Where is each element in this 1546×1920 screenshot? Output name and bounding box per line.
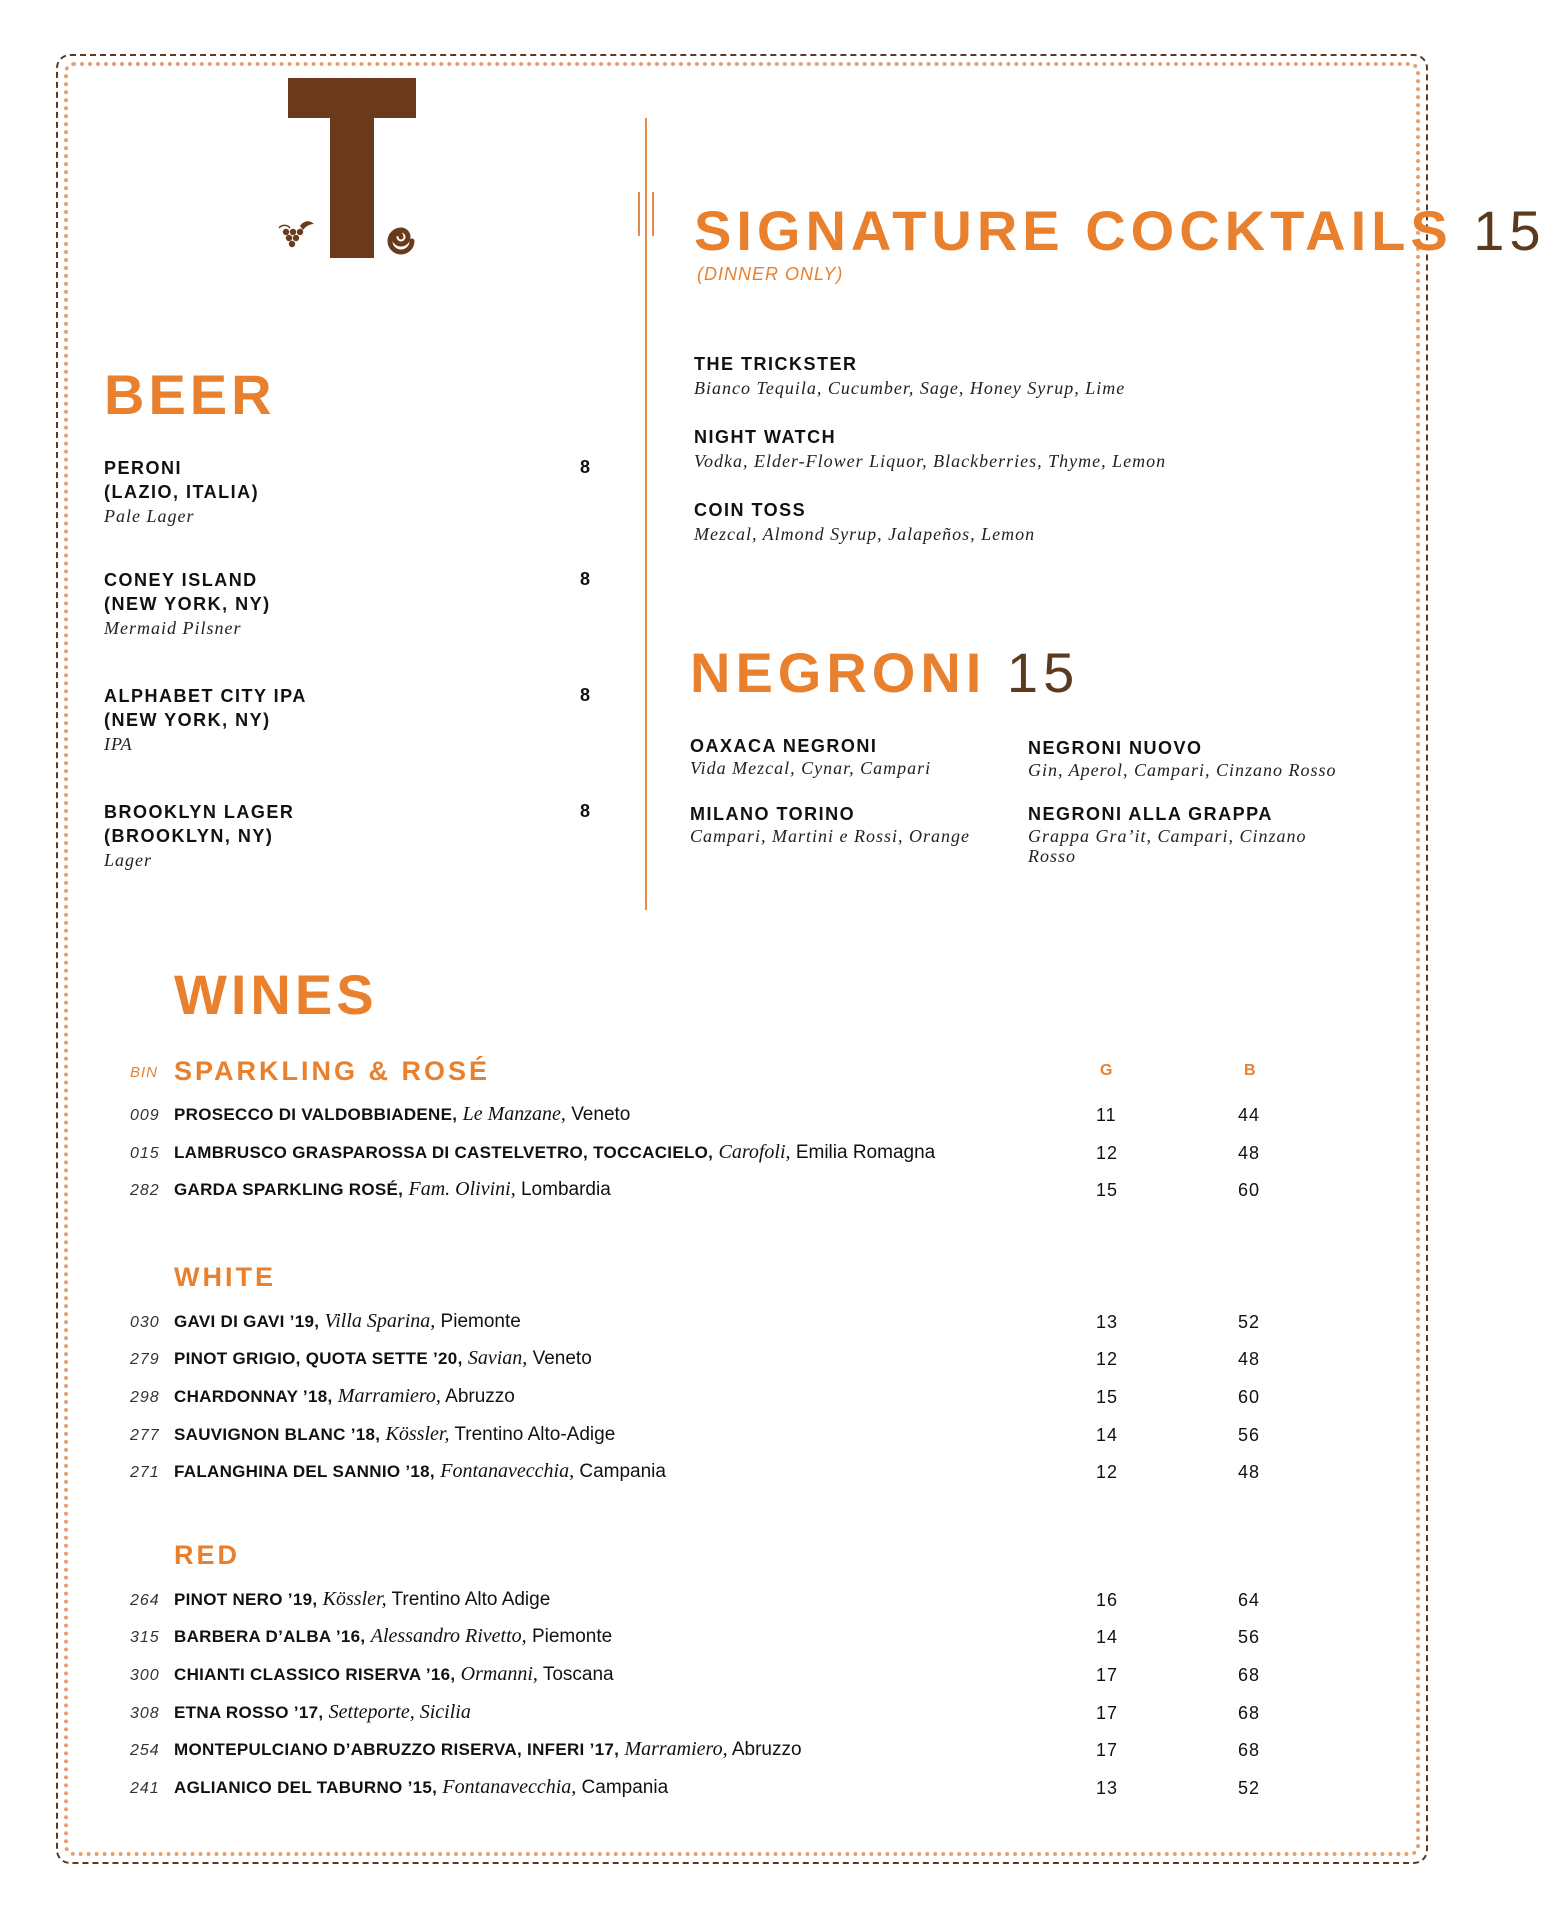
- wine-region: Trentino Alto-Adige: [454, 1424, 616, 1445]
- wine-bin: 279: [130, 1351, 160, 1368]
- wine-producer: Villa Sparina,: [324, 1310, 436, 1332]
- wine-region: Piemonte: [531, 1626, 613, 1647]
- wine-glass-price: 14: [1096, 1425, 1119, 1445]
- wine-producer: Kössler,: [385, 1423, 450, 1445]
- wine-producer: Savian,: [467, 1347, 528, 1369]
- bin-column-header: BIN: [130, 1064, 159, 1081]
- sparkling-title: SPARKLING & ROSÉ: [174, 1056, 491, 1086]
- wine-name: FALANGHINA DEL SANNIO ’18,: [174, 1462, 435, 1481]
- wine-glass-price: 12: [1096, 1143, 1119, 1163]
- wine-region: Campania: [579, 1461, 666, 1482]
- wine-name: CHIANTI CLASSICO RISERVA ’16,: [174, 1665, 456, 1684]
- wine-producer: Setteporte, Sicilia: [328, 1701, 471, 1723]
- wine-bottle-price: 44: [1238, 1105, 1261, 1125]
- wine-glass-price: 17: [1096, 1665, 1119, 1685]
- beer-origin: (NEW YORK, NY): [104, 710, 271, 730]
- wine-producer: Marramiero,: [624, 1738, 728, 1760]
- cocktails-price: 15: [1473, 199, 1546, 262]
- wine-region: Abruzzo: [731, 1739, 802, 1760]
- negroni-title: [690, 640, 1079, 705]
- wine-producer: Alessandro Rivetto,: [370, 1625, 527, 1647]
- cocktail-desc: Vodka, Elder-Flower Liquor, Blackberries, Thyme, Lemon: [694, 451, 1167, 471]
- wine-row: [0, 1310, 1484, 1340]
- negroni-title-text: NEGRONI: [690, 641, 987, 704]
- white-title: WHITE: [174, 1262, 276, 1292]
- wine-name: BARBERA D’ALBA ’16,: [174, 1627, 366, 1646]
- beer-name: BROOKLYN LAGER: [104, 802, 295, 822]
- wine-bottle-price: 56: [1238, 1627, 1261, 1647]
- wine-bottle-price: 48: [1238, 1349, 1261, 1369]
- beer-item: [104, 684, 604, 756]
- wine-producer: Fontanavecchia,: [440, 1460, 575, 1482]
- wine-bin: 315: [130, 1629, 160, 1646]
- wine-bin: 300: [130, 1667, 160, 1684]
- wine-name: SAUVIGNON BLANC ’18,: [174, 1425, 381, 1444]
- wine-region: Abruzzo: [445, 1386, 515, 1407]
- bottle-column-header: B: [1244, 1062, 1256, 1079]
- wine-region: Lombardia: [520, 1179, 611, 1200]
- wine-glass-price: 12: [1096, 1462, 1119, 1482]
- wine-bottle-price: 68: [1238, 1703, 1261, 1723]
- swirl-icon: [384, 224, 418, 258]
- wine-glass-price: 15: [1096, 1180, 1119, 1200]
- cocktail-item: [694, 352, 1344, 400]
- beer-item: [104, 568, 604, 640]
- wine-bottle-price: 68: [1238, 1665, 1261, 1685]
- cocktail-desc: Bianco Tequila, Cucumber, Sage, Honey Syrup, Lime: [694, 378, 1126, 398]
- wine-region: Emilia Romagna: [795, 1142, 936, 1163]
- wine-bin: 015: [130, 1145, 160, 1162]
- negroni-desc: Vida Mezcal, Cynar, Campari: [690, 758, 932, 778]
- wine-row: [0, 1141, 1484, 1171]
- wine-glass-price: 17: [1096, 1740, 1119, 1760]
- beer-style: Lager: [104, 850, 153, 870]
- wine-row: [0, 1347, 1484, 1377]
- negroni-desc: Gin, Aperol, Campari, Cinzano Rosso: [1028, 760, 1337, 780]
- wine-name: PINOT GRIGIO, QUOTA SETTE ’20,: [174, 1349, 463, 1368]
- wine-row: [0, 1460, 1484, 1490]
- wines-title: WINES: [174, 963, 378, 1026]
- wine-name: GAVI DI GAVI ’19,: [174, 1312, 320, 1331]
- wine-producer: Le Manzane,: [462, 1103, 566, 1125]
- wine-bin: 282: [130, 1182, 160, 1199]
- negroni-name: OAXACA NEGRONI: [690, 736, 878, 756]
- wine-row: [0, 1588, 1484, 1618]
- wine-producer: Marramiero,: [337, 1385, 441, 1407]
- cocktail-name: COIN TOSS: [694, 500, 807, 520]
- wine-glass-price: 12: [1096, 1349, 1119, 1369]
- wine-producer: Fam. Olivini,: [408, 1178, 516, 1200]
- wine-bin: 030: [130, 1314, 160, 1331]
- beer-name: ALPHABET CITY IPA: [104, 686, 307, 706]
- wine-row: [0, 1738, 1484, 1768]
- cocktail-name: THE TRICKSTER: [694, 354, 858, 374]
- divider-tick-left: [638, 192, 640, 236]
- wine-region: Campania: [581, 1777, 669, 1798]
- beer-price: 8: [580, 801, 591, 821]
- wine-bottle-price: 68: [1238, 1740, 1261, 1760]
- wine-row: [0, 1776, 1484, 1806]
- wine-bin: 241: [130, 1780, 160, 1797]
- wine-bottle-price: 48: [1238, 1462, 1261, 1482]
- beer-origin: (NEW YORK, NY): [104, 594, 271, 614]
- wine-glass-price: 17: [1096, 1703, 1119, 1723]
- wine-bin: 264: [130, 1592, 160, 1609]
- glass-column-header: G: [1100, 1062, 1113, 1079]
- negroni-item: [690, 802, 1020, 846]
- beer-origin: (BROOKLYN, NY): [104, 826, 274, 846]
- beer-name: CONEY ISLAND: [104, 570, 258, 590]
- grape-vine-icon: [276, 218, 316, 262]
- wine-name: CHARDONNAY ’18,: [174, 1387, 333, 1406]
- wine-bin: 009: [130, 1107, 160, 1124]
- wine-bottle-price: 56: [1238, 1425, 1261, 1445]
- restaurant-logo: [278, 78, 418, 263]
- negroni-item: [690, 734, 1020, 778]
- wine-region: Toscana: [542, 1664, 614, 1685]
- wine-bin: 254: [130, 1742, 160, 1759]
- beer-price: 8: [580, 457, 591, 477]
- wine-name: PROSECCO DI VALDOBBIADENE,: [174, 1105, 458, 1124]
- wine-row: [0, 1103, 1484, 1133]
- wine-bin: 277: [130, 1427, 160, 1444]
- cocktail-desc: Mezcal, Almond Syrup, Jalapeños, Lemon: [694, 524, 1036, 544]
- wine-bin: 271: [130, 1464, 160, 1481]
- wine-region: Trentino Alto Adige: [391, 1589, 551, 1610]
- cocktails-title: [694, 198, 1546, 263]
- wine-name: PINOT NERO ’19,: [174, 1590, 318, 1609]
- wine-bottle-price: 52: [1238, 1312, 1261, 1332]
- wine-row: [0, 1701, 1484, 1731]
- negroni-price: 15: [1006, 641, 1080, 704]
- wine-bottle-price: 48: [1238, 1143, 1261, 1163]
- wine-name: GARDA SPARKLING ROSÉ,: [174, 1180, 404, 1199]
- wine-bottle-price: 60: [1238, 1387, 1261, 1407]
- wine-producer: Ormanni,: [460, 1663, 538, 1685]
- wine-row: [0, 1385, 1484, 1415]
- wine-region: Piemonte: [440, 1311, 521, 1332]
- wine-name: LAMBRUSCO GRASPAROSSA DI CASTELVETRO, TOCCACIELO,: [174, 1143, 714, 1162]
- wine-row: [0, 1178, 1484, 1208]
- wine-bin: 308: [130, 1705, 160, 1722]
- beer-title: BEER: [104, 363, 276, 426]
- beer-style: Pale Lager: [104, 506, 195, 526]
- wine-name: MONTEPULCIANO D’ABRUZZO RISERVA, INFERI ’17,: [174, 1740, 620, 1759]
- wine-glass-price: 16: [1096, 1590, 1119, 1610]
- wine-row: [0, 1625, 1484, 1655]
- cocktail-item: [694, 425, 1344, 473]
- wine-region: Veneto: [532, 1348, 592, 1369]
- beer-price: 8: [580, 569, 591, 589]
- column-divider: [645, 118, 647, 910]
- wine-bottle-price: 52: [1238, 1778, 1261, 1798]
- negroni-desc: Campari, Martini e Rossi, Orange: [690, 826, 971, 846]
- negroni-name: NEGRONI ALLA GRAPPA: [1028, 804, 1273, 824]
- page-border-inner: [64, 62, 1420, 1856]
- wine-producer: Fontanavecchia,: [442, 1776, 577, 1798]
- negroni-desc: Grappa Gra’it, Campari, Cinzano Rosso: [1028, 826, 1307, 866]
- cocktails-title-text: SIGNATURE COCKTAILS: [694, 199, 1453, 262]
- wine-glass-price: 13: [1096, 1312, 1119, 1332]
- wine-name: AGLIANICO DEL TABURNO ’15,: [174, 1778, 438, 1797]
- beer-item: [104, 456, 604, 528]
- negroni-name: NEGRONI NUOVO: [1028, 738, 1203, 758]
- cocktail-item: [694, 498, 1344, 546]
- beer-name: PERONI: [104, 458, 183, 478]
- beer-item: [104, 800, 604, 872]
- negroni-item: [1028, 802, 1358, 866]
- wine-producer: Kössler,: [322, 1588, 387, 1610]
- wine-bottle-price: 60: [1238, 1180, 1261, 1200]
- wine-row: [0, 1423, 1484, 1453]
- wine-bin: 298: [130, 1389, 160, 1406]
- wine-region: Veneto: [571, 1104, 631, 1125]
- red-title: RED: [174, 1540, 241, 1570]
- wine-glass-price: 11: [1096, 1105, 1117, 1125]
- wine-glass-price: 13: [1096, 1778, 1119, 1798]
- beer-style: IPA: [104, 734, 133, 754]
- wine-row: [0, 1663, 1484, 1693]
- cocktails-note: (DINNER ONLY): [697, 264, 844, 284]
- cocktail-name: NIGHT WATCH: [694, 427, 837, 447]
- beer-price: 8: [580, 685, 591, 705]
- wine-glass-price: 15: [1096, 1387, 1119, 1407]
- wine-glass-price: 14: [1096, 1627, 1119, 1647]
- wine-producer: Carofoli,: [718, 1141, 791, 1163]
- beer-style: Mermaid Pilsner: [104, 618, 242, 638]
- wine-name: ETNA ROSSO ’17,: [174, 1703, 324, 1722]
- negroni-name: MILANO TORINO: [690, 804, 856, 824]
- wine-bottle-price: 64: [1238, 1590, 1261, 1610]
- negroni-item: [1028, 736, 1358, 780]
- divider-tick-right: [652, 192, 654, 236]
- beer-origin: (LAZIO, ITALIA): [104, 482, 260, 502]
